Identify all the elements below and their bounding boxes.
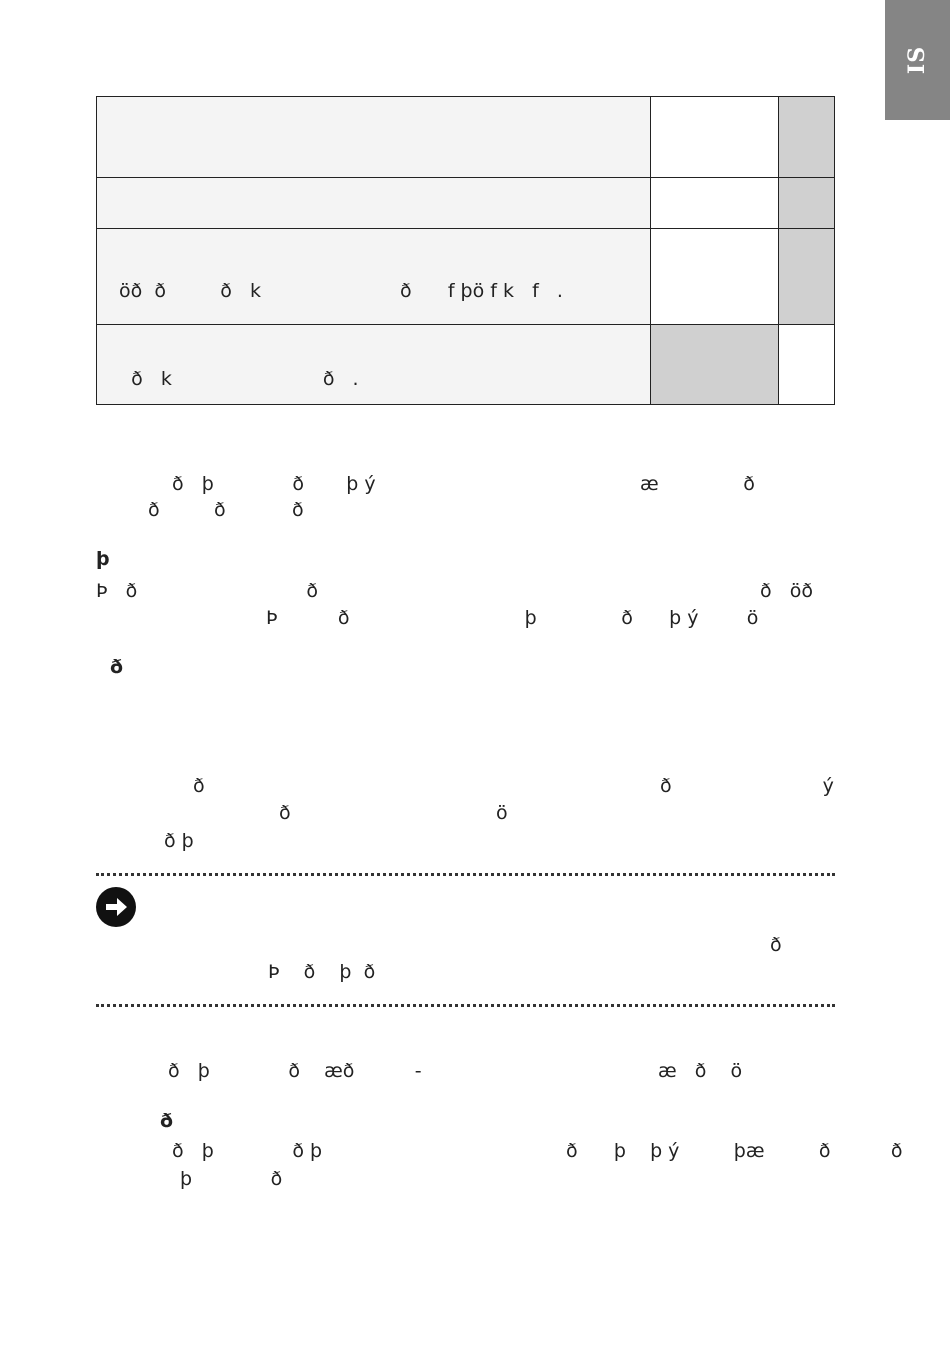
- section-heading: ð: [160, 1110, 174, 1132]
- table-cell-desc: [97, 178, 651, 229]
- paragraph-line: ð ð ð: [148, 499, 304, 521]
- table-row: [97, 325, 835, 405]
- spec-table: [96, 96, 835, 405]
- arrow-right-circle-icon: [96, 887, 136, 927]
- table-cell-mid: [651, 229, 779, 325]
- table-cell-desc: öð ð ð k ð f þö f k f .: [97, 229, 651, 325]
- paragraph-line: ð: [193, 775, 205, 797]
- paragraph-line: æ ð: [640, 473, 755, 495]
- paragraph-line: ð þ ð þ ý: [172, 473, 376, 495]
- table-cell-right: [779, 97, 835, 178]
- paragraph-line: ð þ þ ý þæ ð ð: [566, 1140, 903, 1162]
- note-line: Þ ð þ ð: [268, 961, 376, 983]
- table-cell-mid: [651, 97, 779, 178]
- table-row: [97, 97, 835, 178]
- note-line: ð: [770, 934, 782, 956]
- paragraph-line: ð þ: [164, 830, 194, 852]
- paragraph-line: æ ð ö: [658, 1060, 743, 1082]
- paragraph-line: þ ð: [180, 1168, 283, 1190]
- paragraph-line: Þ ð ð: [96, 580, 318, 602]
- table-cell-right: [779, 178, 835, 229]
- language-tab-label: IS: [904, 45, 931, 75]
- table-cell-mid: [651, 178, 779, 229]
- paragraph-line: ð þ ð æð -: [168, 1060, 422, 1082]
- note-divider-bottom: [96, 1004, 835, 1007]
- table-row: [97, 178, 835, 229]
- table-cell-desc: [97, 97, 651, 178]
- note-divider-top: [96, 873, 835, 876]
- table-row: [97, 229, 835, 325]
- language-tab: [885, 0, 950, 120]
- paragraph-line: ð öð: [760, 580, 813, 602]
- table-cell-desc: ð k ð .: [97, 325, 651, 405]
- paragraph-line: Þ ð þ ð þ ý ö: [266, 607, 759, 629]
- table-cell-right: [779, 229, 835, 325]
- section-heading: þ: [96, 548, 110, 570]
- paragraph-line: ð þ ð þ: [172, 1140, 323, 1162]
- section-heading: ð: [110, 656, 124, 678]
- paragraph-line: ð ö: [279, 802, 508, 824]
- table-cell-mid: [651, 325, 779, 405]
- paragraph-line: ð ý: [660, 775, 834, 797]
- table-cell-right: [779, 325, 835, 405]
